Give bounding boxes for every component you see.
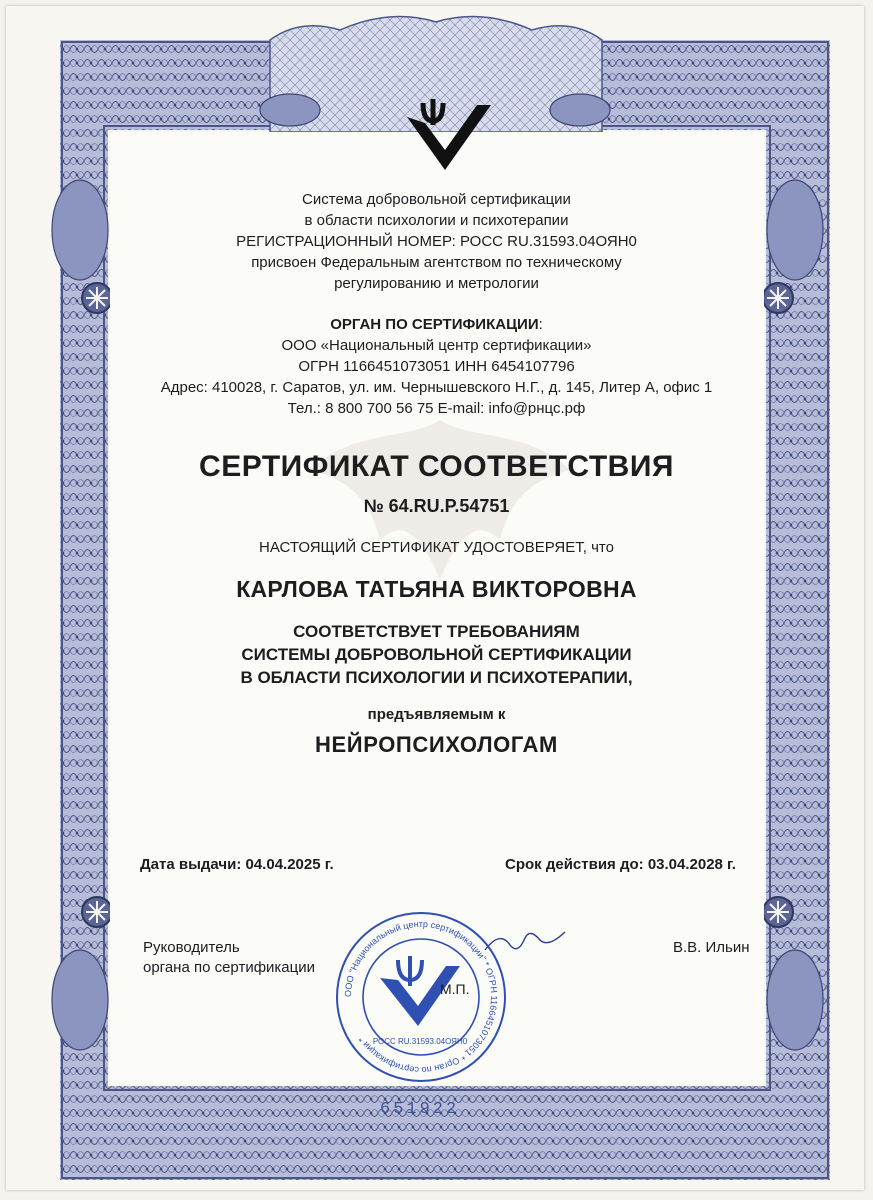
- header-line-4: присвоен Федеральным агентством по техническому: [251, 254, 622, 271]
- organ-contacts: Тел.: 8 800 700 56 75 E-mail: info@рнцс.рф: [287, 400, 586, 417]
- organ-name: ООО «Национальный центр сертификации»: [281, 337, 592, 354]
- round-stamp: [332, 908, 510, 1086]
- certifies-lower: что: [591, 539, 614, 556]
- signer-role-1: Руководитель: [143, 939, 240, 956]
- signer-role-2: органа по сертификации: [143, 959, 316, 976]
- stamp-ring-text: ООО "Национальный центр сертификации" * ОГРН 1166451073051 * Орган по сертификации *: [342, 918, 500, 1076]
- certificate-title: СЕРТИФИКАТ СООТВЕТСТВИЯ: [199, 450, 674, 483]
- valid-until: Срок действия до: 03.04.2028 г.: [505, 856, 736, 873]
- registration-number: РЕГИСТРАЦИОННЫЙ НОМЕР: РОСС RU.31593.04ОЯН0: [236, 233, 637, 250]
- header-line-2: в области психологии и психотерапии: [304, 212, 569, 229]
- organ-ogrn: ОГРН 1166451073051 ИНН 6454107796: [298, 358, 575, 375]
- requirements-line-2: СИСТЕМЫ ДОБРОВОЛЬНОЙ СЕРТИФИКАЦИИ: [241, 645, 632, 664]
- organ-address: Адрес: 410028, г. Саратов, ул. им. Чернышевского Н.Г., д. 145, Литер А, офис 1: [160, 379, 713, 396]
- psi-logo-icon: [395, 95, 495, 175]
- profession: НЕЙРОПСИХОЛОГАМ: [315, 732, 558, 757]
- stamp-inner-text: РОСС RU.31593.04ОЯН0: [372, 1037, 468, 1046]
- presented-to: предъявляемым к: [367, 706, 506, 723]
- requirements-line-3: В ОБЛАСТИ ПСИХОЛОГИИ И ПСИХОТЕРАПИИ,: [240, 668, 633, 687]
- mp-label: М.П.: [440, 981, 470, 997]
- certificate-number: № 64.RU.P.54751: [363, 496, 510, 516]
- organ-title: ОРГАН ПО СЕРТИФИКАЦИИ: [330, 316, 539, 333]
- serial-number: 651922: [380, 1100, 460, 1119]
- issue-date: Дата выдачи: 04.04.2025 г.: [140, 856, 334, 873]
- requirements-line-1: СООТВЕТСТВУЕТ ТРЕБОВАНИЯМ: [293, 622, 580, 641]
- certifies-upper: НАСТОЯЩИЙ СЕРТИФИКАТ УДОСТОВЕРЯЕТ,: [259, 539, 587, 556]
- organ-title-row: ОРГАН ПО СЕРТИФИКАЦИИ:: [330, 316, 543, 333]
- header-line-5: регулированию и метрологии: [334, 275, 539, 292]
- holder-name: КАРЛОВА ТАТЬЯНА ВИКТОРОВНА: [236, 576, 637, 602]
- certifies-line: [0, 538, 873, 558]
- signer-name: В.В. Ильин: [673, 939, 750, 956]
- header-line-1: Система добровольной сертификации: [302, 191, 571, 208]
